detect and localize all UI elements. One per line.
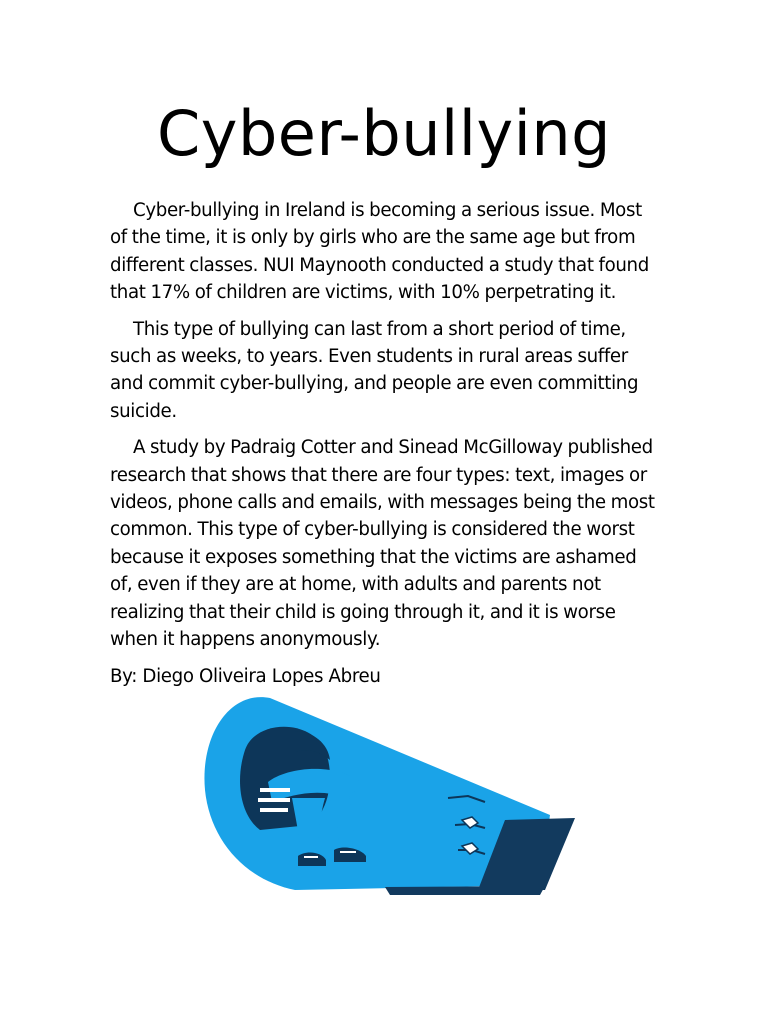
byline: By: Diego Oliveira Lopes Abreu bbox=[110, 665, 381, 687]
laptop-base bbox=[385, 886, 545, 895]
cyberbullying-illustration-icon bbox=[200, 690, 580, 900]
paragraph-2: This type of bullying can last from a short period of time, such as weeks, to years. Even students in rural areas suffer and commit cyber-bullying, and people are even committing suicide. bbox=[110, 318, 639, 422]
paragraph-1: Cyber-bullying in Ireland is becoming a serious issue. Most of the time, it is only by girls who are the same age but from different classes. NUI Maynooth conducted a study that found that 17% of children are victims, with 10% perpetrating it. bbox=[110, 200, 649, 304]
article-body bbox=[110, 197, 658, 690]
person-shirt-stripes bbox=[258, 788, 290, 812]
page-title: Cyber-bullying bbox=[156, 97, 612, 170]
paragraph-3: A study by Padraig Cotter and Sinead McGilloway published research that shows that there are four types: text, images or videos, phone calls and emails, with messages being the most common. This type of cyber-bullying is considered the worst because it exposes something that the victims are ashamed of, even if they are at home, with adults and parents not realizing that their child is going through it, and it is worse when it happens anonymously. bbox=[110, 437, 655, 651]
